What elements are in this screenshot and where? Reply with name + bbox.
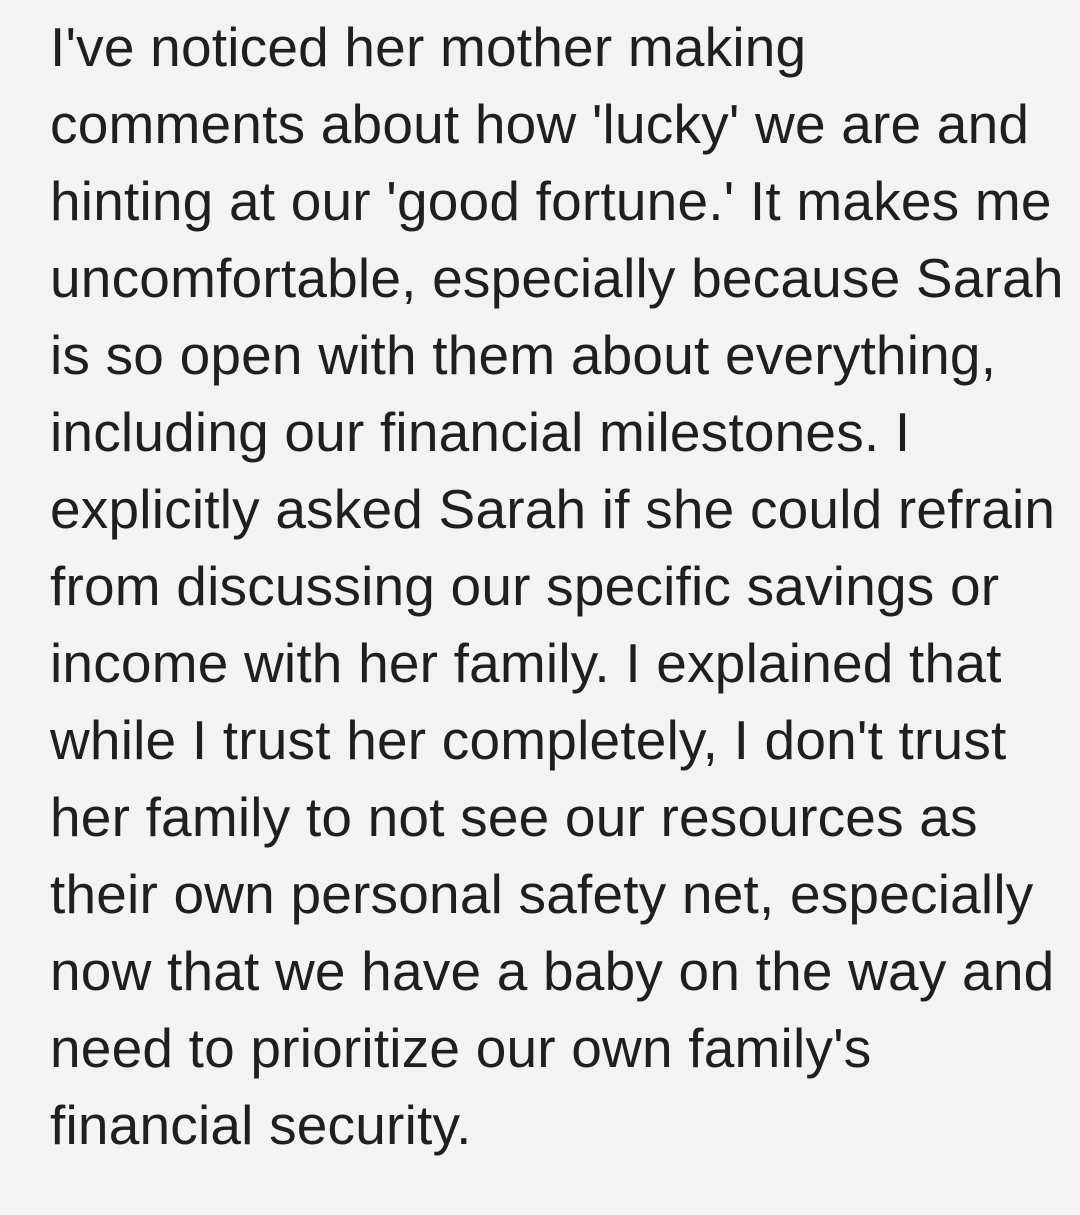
paragraph-line: including our financial milestones. I xyxy=(50,401,911,463)
paragraph-line: need to prioritize our own family's xyxy=(50,1017,872,1079)
paragraph-line: explicitly asked Sarah if she could refrain xyxy=(50,478,1056,540)
paragraph-line: hinting at our 'good fortune.' It makes me xyxy=(50,170,1052,232)
paragraph-line: now that we have a baby on the way and xyxy=(50,940,1055,1002)
paragraph-line: is so open with them about everything, xyxy=(50,324,997,386)
paragraph-line: while I trust her completely, I don't trust xyxy=(50,709,1007,771)
paragraph-line: I've noticed her mother making xyxy=(50,16,807,78)
paragraph-line: comments about how 'lucky' we are and xyxy=(50,93,1030,155)
paragraph-line: uncomfortable, especially because Sarah xyxy=(50,247,1064,309)
paragraph-line: financial security. xyxy=(50,1094,472,1156)
paragraph-line: income with her family. I explained that xyxy=(50,632,1002,694)
paragraph-line: her family to not see our resources as xyxy=(50,786,978,848)
paragraph-line: from discussing our specific savings or xyxy=(50,555,1000,617)
paragraph-line: their own personal safety net, especially xyxy=(50,863,1034,925)
